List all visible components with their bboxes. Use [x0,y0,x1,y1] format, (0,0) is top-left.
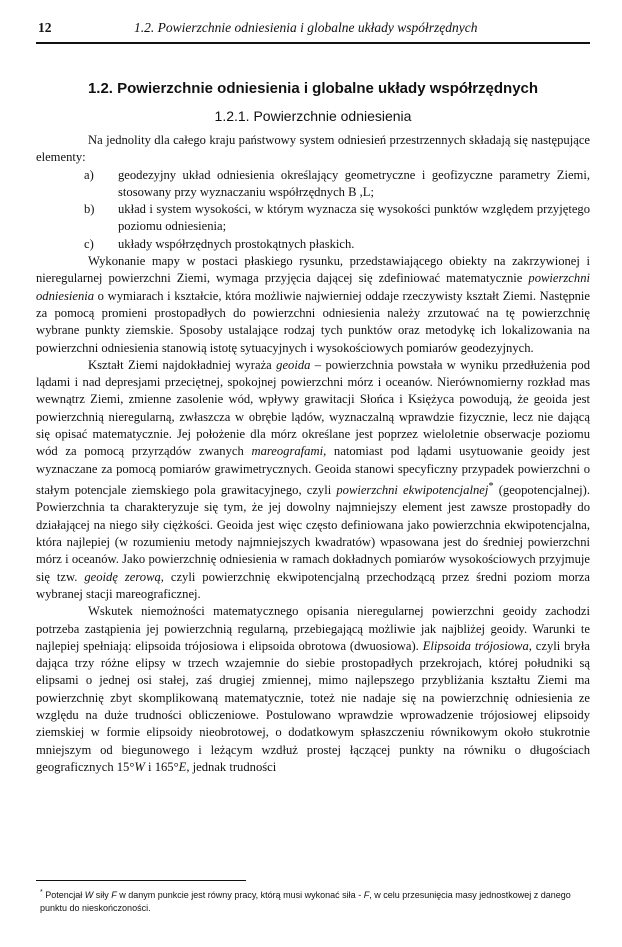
term-emphasis: powierzchni odniesienia [36,271,590,303]
section-title: 1.2. Powierzchnie odniesienia i globalne układy współrzędnych [87,80,539,97]
intro-paragraph: Na jednolity dla całego kraju państwowy system odniesień przestrzennych składają się następujące elementy: [36,133,590,165]
subsection-title: 1.2.1. Powierzchnie odniesienia [214,108,412,124]
list-label: c) [84,236,94,251]
term-emphasis: Elipsoida trójosiowa [422,638,529,653]
list-label: b) [84,202,95,217]
elements-list [36,167,590,253]
footnote: * Potencjał W siły F w danym punkcie jest równy pracy, którą musi wykonać siła - F, w celu przesunięcia masy jednostkowej z danego punktu do nieskończoności. [40,889,571,913]
list-item [36,201,590,236]
list-text: geodezyjny układ odniesienia określający geometryczne i geofizyczne parametry Ziemi, stosowany przy wyznaczaniu współrzędnych B ,L; [118,167,590,199]
term-emphasis: powierzchni ekwipotencjalnej [336,483,489,498]
paragraph-geoid: Kształt Ziemi najdokładniej wyraża geoida – powierzchnia powstała w wyniku przedłużenia pod lądami i nad depresjami przeciętnej, spokojnej powierzchni mórz i oceanów. Nierównomierny rozkład mas wewnątrz Ziemi, zmienne zasolenie wód, wpływy grawitacji Słońca i Księżyca powodują, że geoida jest powierzchnią nieregularną, zwłaszcza w obrębie lądów, wyznaczalną wprawdzie fizycznie, lecz nie dającą się opisać matematycznie. Jej położenie dla mórz określane jest poprzez wieloletnie obserwacje poziomu wód za pomocą przyrządów zwanych mareografami, natomiast pod lądami usytuowanie geoidy jest wyznaczane za pomocą pomiarów grawimetrycznych. Geoida stanowi specyficzny przypadek powierzchni o stałym potencjale ziemskiego pola grawitacyjnego, czyli powierzchni ekwipotencjalnej* (geopotencjalnej). Powierzchnia ta charakteryzuje się tym, że jej dowolny najmniejszy element jest zawsze prostopadły do działającej na niego siły ciężkości. Geoida jest więc często definiowana jako powierzchnia ekwipotencjalna, która najlepiej (w rozumieniu metody najmniejszych kwadratów) wpasowana jest do średniej powierzchni mórz i oceanów. Jako powierzchnię odniesienia w ramach dokładnych pomiarów wysokościowych przyjmuje się tzw. geoidę zerową, czyli powierzchnię ekwipotencjalną przechodzącą przez średni poziom morza wybranej stacji mareograficznej. [36,357,591,601]
term-emphasis: geoida [276,357,311,372]
body-text [36,132,590,776]
header-rule [36,42,590,44]
list-text: układ i system wysokości, w którym wyznacza się wysokości punktów względem przyjętego poziomu odniesienia; [118,202,590,234]
footnote-marker: * [488,480,494,492]
paragraph-map-projection: Wykonanie mapy w postaci płaskiego rysunku, przedstawiającego obiekty na zakrzywionej i nieregularnej powierzchni Ziemi, wymaga przyjęcia dającej się zdefiniować matematycznie powierzchni odniesienia o wymiarach i kształcie, która możliwie najwierniej oddaje rzeczywisty kształt Ziemi. Następnie za pomocą promieni prostopadłych do powierzchni odniesienia należy zrzutować na tę powierzchnię wybrane punkty ziemskie. Sposoby ustalające rodzaj tych punktów oraz metodykę ich lokalizowania na powierzchni odniesienia stanowią istotę sytuacyjnych i wysokościowych pomiarów geodezyjnych. [36,254,590,355]
list-item [36,167,590,202]
list-text: układy współrzędnych prostokątnych płaskich. [118,236,355,251]
list-label: a) [84,167,94,182]
paragraph-ellipsoid: Wskutek niemożności matematycznego opisania nieregularnej powierzchni geoidy zachodzi potrzeba zastąpienia jej powierzchnią regularną, przebiegającą możliwie jak najbliżej geoidy. Warunki te najlepiej spełniają: elipsoida trójosiowa i elipsoida obrotowa (dwuosiowa). Elipsoida trójosiowa, czyli bryła dająca trzy różne elipsy w trzech wzajemnie do siebie prostopadłych przekrojach, której południki są elipsami o jednej osi stałej, zaś drugiej zmiennej, mimo najlepszego przybliżania kształtu Ziemi ma powierzchnię zbyt skomplikowaną matematycznie, toteż nie nadaje się na powierzchnię odniesienia ze względu na duże trudności obliczeniowe. Postulowano wprawdzie wprowadzenie trójosiowej elipsoidy ziemskiej w formie elipsoidy nieobrotowej, o dodatkowym spłaszczeniu równikowym około stukrotnie mniejszym od biegunowego i leżącym wzdłuż prostej łączącej punkty na równiku o długościach geograficznych 15°W i 165°E, jednak trudności [36,604,591,774]
footnote-rule [36,880,246,881]
footnote-mark: * [40,889,43,896]
term-emphasis: geoidę zerową [84,569,161,584]
list-item [36,236,590,253]
term-emphasis: mareografami [251,444,324,459]
page-number: 12 [38,20,52,35]
running-title: 1.2. Powierzchnie odniesienia i globalne układy współrzędnych [134,20,478,35]
running-header [38,20,590,42]
